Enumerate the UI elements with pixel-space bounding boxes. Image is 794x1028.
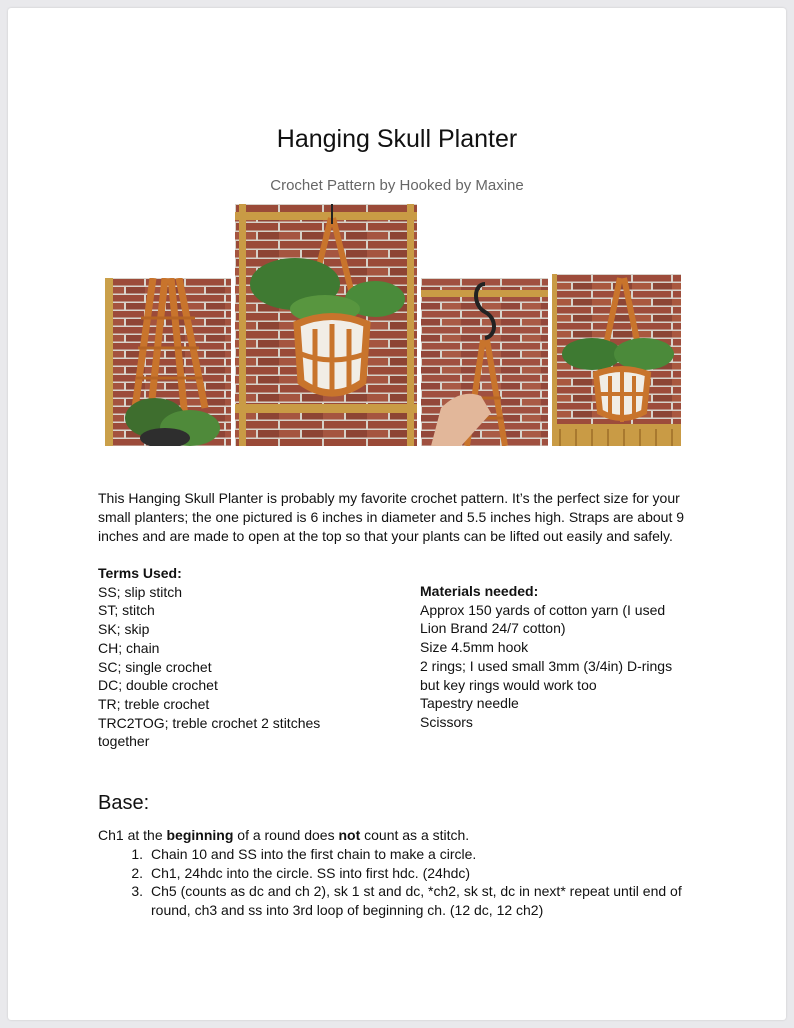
term-item: TR; treble crochet (98, 695, 210, 712)
term-item: SS; slip stitch (98, 583, 183, 600)
terms-heading: Terms Used: (98, 565, 182, 581)
step-item (98, 882, 698, 919)
material-item: Approx 150 yards of cotton yarn (I used Lion Brand 24/7 cotton) (420, 601, 666, 637)
step-number: 1. (131, 846, 143, 862)
document-subtitle: Crochet Pattern by Hooked by Maxine (270, 177, 524, 194)
step-number: 2. (131, 864, 143, 881)
photo-planter-shelf (552, 274, 681, 446)
base-note: Ch1 at the beginning of a round does not count as a stitch. (98, 827, 470, 843)
term-item: SK; skip (98, 621, 150, 638)
photo-hand-hook (421, 278, 548, 446)
material-item: 2 rings; I used small 3mm (3/4in) D-rings but key rings would work too (420, 657, 673, 693)
document-page (8, 8, 786, 1020)
step-number: 3. (131, 883, 143, 899)
term-item: DC; double crochet (98, 677, 218, 694)
step-item (98, 845, 698, 864)
material-item: Size 4.5mm hook (420, 639, 529, 656)
step-text: Chain 10 and SS into the first chain to make a circle. (151, 846, 477, 862)
base-steps (98, 845, 698, 919)
terms-list (98, 564, 348, 751)
term-item: SC; single crochet (98, 658, 212, 675)
step-text: Ch1, 24hdc into the circle. SS into first hdc. (24hdc) (151, 864, 471, 881)
term-item: ST; stitch (98, 602, 155, 619)
document-title: Hanging Skull Planter (276, 125, 518, 153)
base-heading: Base: (98, 792, 150, 814)
step-item (98, 864, 698, 883)
term-item: TRC2TOG; treble crochet 2 stitches together (98, 714, 321, 750)
photo-planter-hanging (235, 204, 417, 446)
materials-list (420, 582, 690, 732)
materials-heading: Materials needed: (420, 583, 539, 599)
photo-strap-closeup (105, 278, 231, 446)
step-text: Ch5 (counts as dc and ch 2), sk 1 st and dc, *ch2, sk st, dc in next* repeat until end of round, ch3 and ss into 3rd loop of beginning ch. (12 dc, 12 ch2) (151, 883, 682, 918)
material-item: Scissors (420, 713, 473, 730)
material-item: Tapestry needle (420, 695, 519, 712)
intro-paragraph: This Hanging Skull Planter is probably my favorite crochet pattern. It’s the perfect size for your small planters; the one pictured is 6 inches in diameter and 5.5 inches high. Straps are about 9 inches and are made to open at the top so that your plants can be lifted out easily and safely. (98, 490, 685, 544)
term-item: CH; chain (98, 639, 160, 656)
